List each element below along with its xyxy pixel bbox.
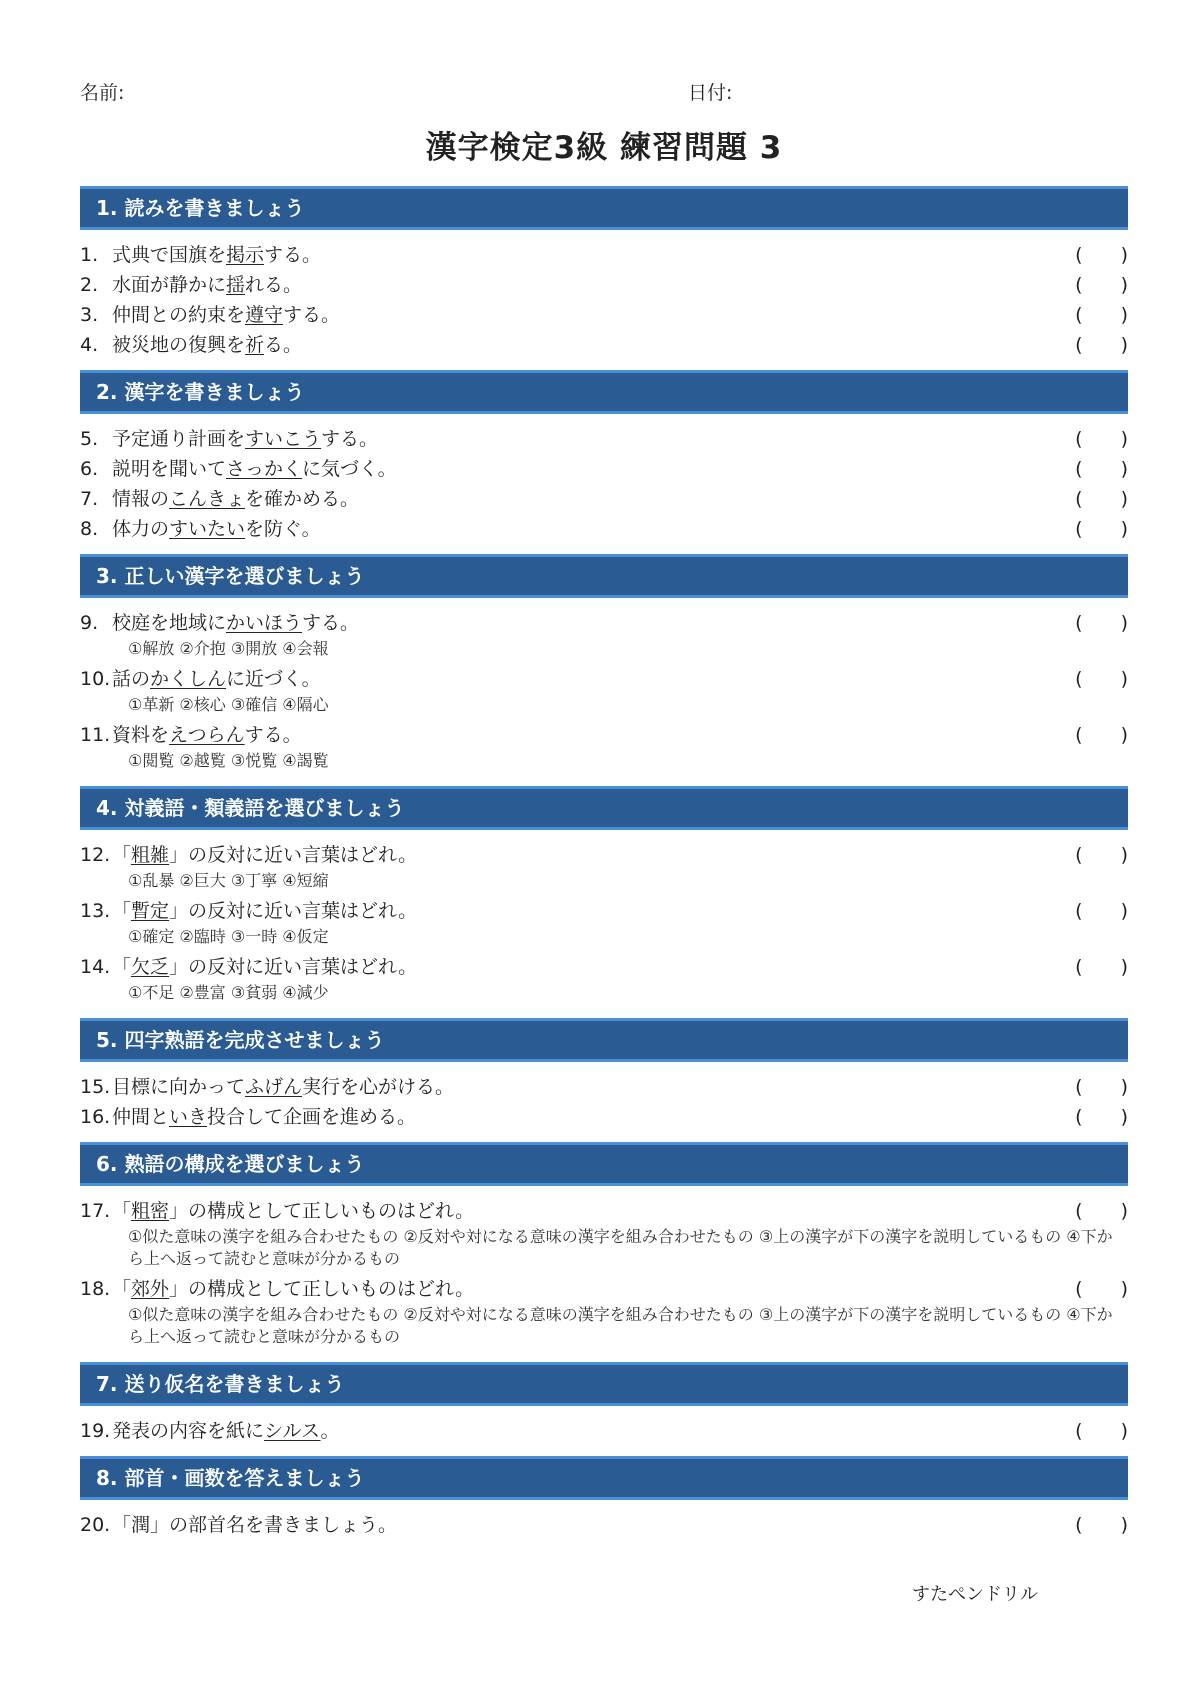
- answer-box[interactable]: ( ): [1075, 1076, 1128, 1098]
- answer-box[interactable]: ( ): [1075, 428, 1128, 450]
- section: [80, 1142, 1128, 1362]
- section-header: 2. 漢字を書きましょう: [80, 370, 1128, 414]
- question-list: [80, 414, 1128, 554]
- answer-choices: ①乱暴 ②巨大 ③丁寧 ④短縮: [128, 871, 329, 890]
- answer-box[interactable]: ( ): [1075, 458, 1128, 480]
- question-number: 20.: [80, 1514, 111, 1536]
- question-text: 被災地の復興を: [112, 334, 246, 356]
- question-number: 1.: [80, 244, 99, 266]
- section-header: 1. 読みを書きましょう: [80, 186, 1128, 230]
- section: [80, 1362, 1128, 1456]
- question-text-after: 」の構成として正しいものはどれ。: [169, 1278, 475, 1300]
- question-number: 16.: [80, 1106, 111, 1128]
- question-number: 18.: [80, 1278, 111, 1300]
- question-target-word: かいほう: [226, 612, 303, 634]
- question-item: [80, 896, 1128, 926]
- question-target-word: 粗密: [131, 1200, 170, 1222]
- question-text: 仲間との約束を: [112, 304, 246, 326]
- question-list: [80, 598, 1128, 786]
- question-target-word: えつらん: [169, 724, 245, 746]
- question-target-word: こんきょ: [169, 488, 246, 510]
- question-item: [80, 454, 1128, 484]
- name-label: 名前:: [80, 82, 125, 104]
- question-item: [80, 1274, 1128, 1304]
- answer-box[interactable]: ( ): [1075, 244, 1128, 266]
- question-item: [80, 1196, 1128, 1226]
- question-target-word: 揺: [226, 274, 246, 296]
- question-item: [80, 1072, 1128, 1102]
- question-target-word: 欠乏: [131, 956, 170, 978]
- answer-box[interactable]: ( ): [1075, 1200, 1128, 1222]
- section-header: 5. 四字熟語を完成させましょう: [80, 1018, 1128, 1062]
- question-text-after: に近づく。: [226, 668, 321, 690]
- answer-box[interactable]: ( ): [1075, 900, 1128, 922]
- question-item: [80, 270, 1128, 300]
- question-target-word: 掲示: [226, 244, 265, 266]
- question-item: [80, 1416, 1128, 1446]
- question-text: 「: [112, 956, 132, 978]
- question-item: [80, 720, 1128, 750]
- question-text: 式典で国旗を: [112, 244, 227, 266]
- question-number: 12.: [80, 844, 111, 866]
- footer-brand: すたぺンドリル: [912, 1584, 1038, 1605]
- question-text-after: れる。: [245, 274, 303, 296]
- question-target-word: いき: [169, 1106, 208, 1128]
- answer-box[interactable]: ( ): [1075, 1514, 1128, 1536]
- question-item: [80, 514, 1128, 544]
- section-header: 3. 正しい漢字を選びましょう: [80, 554, 1128, 598]
- question-number: 8.: [80, 518, 99, 540]
- question-text: 発表の内容を紙に: [112, 1420, 265, 1442]
- answer-choices: ①似た意味の漢字を組み合わせたもの ②反対や対になる意味の漢字を組み合わせたもの ③上の漢字が下の漢字を説明しているもの ④下から上へ返って読むと意味が分かるもの: [128, 1227, 1113, 1268]
- question-target-word: かくしん: [150, 668, 227, 690]
- question-number: 11.: [80, 724, 111, 746]
- question-text: 予定通り計画を: [112, 428, 246, 450]
- question-text-after: る。: [264, 334, 303, 356]
- question-text-after: 」の構成として正しいものはどれ。: [169, 1200, 475, 1222]
- question-text-after: する。: [264, 244, 322, 266]
- section: [80, 1018, 1128, 1142]
- question-text-after: する。: [244, 724, 302, 746]
- answer-choices: ①確定 ②臨時 ③一時 ④仮定: [128, 927, 329, 946]
- sections-container: [80, 186, 1128, 1550]
- question-item: [80, 1102, 1128, 1132]
- question-item: [80, 424, 1128, 454]
- question-target-word: 暫定: [131, 900, 170, 922]
- question-list: [80, 1062, 1128, 1142]
- question-item: [80, 1510, 1128, 1540]
- question-list: [80, 830, 1128, 1018]
- question-item: [80, 840, 1128, 870]
- question-target-word: シルス: [264, 1420, 321, 1442]
- question-text-after: 。: [320, 1420, 340, 1442]
- question-item: [80, 330, 1128, 360]
- question-target-word: すいこう: [245, 428, 322, 450]
- question-number: 15.: [80, 1076, 111, 1098]
- question-text-after: 」の反対に近い言葉はどれ。: [169, 844, 418, 866]
- answer-box[interactable]: ( ): [1075, 724, 1128, 746]
- question-number: 2.: [80, 274, 99, 296]
- question-number: 7.: [80, 488, 99, 510]
- question-item: [80, 952, 1128, 982]
- answer-box[interactable]: ( ): [1075, 668, 1128, 690]
- answer-box[interactable]: ( ): [1075, 844, 1128, 866]
- answer-choices: ①解放 ②介抱 ③開放 ④会報: [128, 639, 329, 658]
- question-text-after: する。: [283, 304, 341, 326]
- question-item: [80, 300, 1128, 330]
- question-number: 4.: [80, 334, 99, 356]
- question-text-after: を確かめる。: [245, 488, 360, 510]
- question-list: [80, 1500, 1128, 1550]
- question-number: 13.: [80, 900, 111, 922]
- answer-choices: ①閲覧 ②越覧 ③悦覧 ④謁覧: [128, 751, 329, 770]
- answer-box[interactable]: ( ): [1075, 612, 1128, 634]
- question-text: 「潤」の部首名を書きましょう。: [112, 1514, 398, 1536]
- answer-choices: ①不足 ②豊富 ③貧弱 ④減少: [128, 983, 329, 1002]
- question-item: [80, 664, 1128, 694]
- question-number: 9.: [80, 612, 99, 634]
- question-text: 情報の: [112, 488, 170, 510]
- question-target-word: 遵守: [245, 304, 284, 326]
- question-text: 水面が静かに: [112, 274, 227, 296]
- question-text-after: 実行を心がける。: [302, 1076, 455, 1098]
- question-number: 14.: [80, 956, 111, 978]
- question-number: 17.: [80, 1200, 111, 1222]
- question-text-after: 」の反対に近い言葉はどれ。: [169, 956, 418, 978]
- section: [80, 186, 1128, 370]
- answer-box[interactable]: ( ): [1075, 488, 1128, 510]
- answer-box[interactable]: ( ): [1075, 1278, 1128, 1300]
- question-target-word: さっかく: [226, 458, 303, 480]
- section: [80, 1456, 1128, 1550]
- question-list: [80, 1186, 1128, 1362]
- question-text-after: を防ぐ。: [245, 518, 321, 540]
- question-target-word: すいたい: [169, 518, 246, 540]
- question-text: 「: [112, 900, 132, 922]
- answer-box[interactable]: ( ): [1075, 1106, 1128, 1128]
- question-text: 「: [112, 1200, 132, 1222]
- question-text-after: 」の反対に近い言葉はどれ。: [169, 900, 418, 922]
- section-header: 4. 対義語・類義語を選びましょう: [80, 786, 1128, 830]
- question-number: 3.: [80, 304, 99, 326]
- answer-box[interactable]: ( ): [1075, 334, 1128, 356]
- section-header: 7. 送り仮名を書きましょう: [80, 1362, 1128, 1406]
- answer-box[interactable]: ( ): [1075, 304, 1128, 326]
- answer-box[interactable]: ( ): [1075, 274, 1128, 296]
- question-text: 「: [112, 1278, 132, 1300]
- question-text: 体力の: [112, 518, 170, 540]
- answer-box[interactable]: ( ): [1075, 1420, 1128, 1442]
- question-list: [80, 230, 1128, 370]
- section: [80, 370, 1128, 554]
- section-header: 8. 部首・画数を答えましょう: [80, 1456, 1128, 1500]
- question-item: [80, 608, 1128, 638]
- page-title: 漢字検定3級 練習問題 3: [425, 130, 783, 166]
- question-text: 話の: [112, 668, 151, 690]
- question-item: [80, 484, 1128, 514]
- section: [80, 554, 1128, 786]
- question-text: 説明を聞いて: [112, 458, 227, 480]
- question-text: 「: [112, 844, 132, 866]
- answer-choices: ①革新 ②核心 ③確信 ④隔心: [128, 695, 329, 714]
- answer-box[interactable]: ( ): [1075, 956, 1128, 978]
- question-text-after: 投合して企画を進める。: [207, 1106, 417, 1128]
- question-text-after: する。: [321, 428, 379, 450]
- question-number: 6.: [80, 458, 99, 480]
- question-text-after: に気づく。: [302, 458, 397, 480]
- question-text: 仲間と: [112, 1106, 170, 1128]
- answer-box[interactable]: ( ): [1075, 518, 1128, 540]
- question-target-word: 祈: [245, 334, 265, 356]
- question-number: 19.: [80, 1420, 111, 1442]
- section: [80, 786, 1128, 1018]
- question-text-after: する。: [302, 612, 360, 634]
- question-list: [80, 1406, 1128, 1456]
- answer-choices: ①似た意味の漢字を組み合わせたもの ②反対や対になる意味の漢字を組み合わせたもの ③上の漢字が下の漢字を説明しているもの ④下から上へ返って読むと意味が分かるもの: [128, 1305, 1113, 1346]
- question-item: [80, 240, 1128, 270]
- question-text: 資料を: [112, 724, 170, 746]
- question-number: 10.: [80, 668, 111, 690]
- question-target-word: 郊外: [131, 1278, 170, 1300]
- question-target-word: ふげん: [245, 1076, 303, 1098]
- date-label: 日付:: [688, 82, 733, 104]
- question-target-word: 粗雑: [131, 844, 170, 866]
- section-header: 6. 熟語の構成を選びましょう: [80, 1142, 1128, 1186]
- question-text: 目標に向かって: [112, 1076, 246, 1098]
- question-number: 5.: [80, 428, 99, 450]
- question-text: 校庭を地域に: [112, 612, 227, 634]
